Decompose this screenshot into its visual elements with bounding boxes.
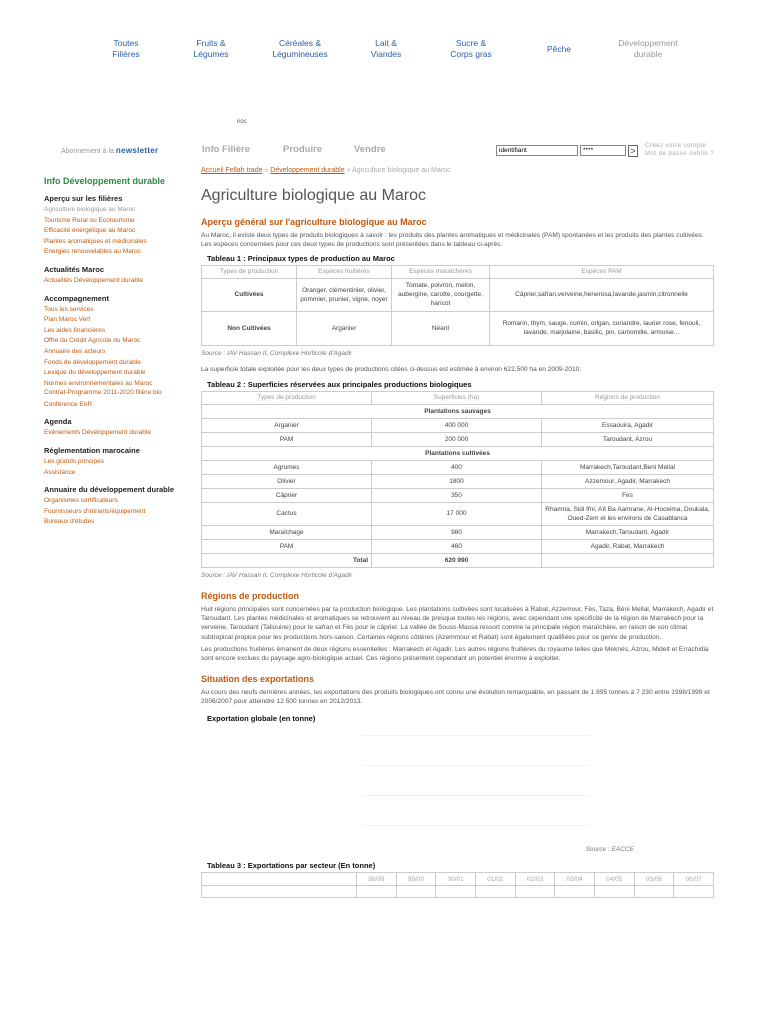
table-cell bbox=[515, 886, 555, 898]
breadcrumb-current: Agriculture biologique au Maroc bbox=[352, 167, 451, 174]
nav-sucre[interactable]: Sucre & Corps gras bbox=[450, 38, 492, 59]
table-row bbox=[202, 474, 714, 488]
table-group-label: Plantations cultivées bbox=[202, 446, 714, 460]
table-cell: PAM bbox=[202, 432, 372, 446]
table-total-value: 620 990 bbox=[372, 553, 542, 567]
username-input[interactable] bbox=[496, 145, 578, 156]
table-row bbox=[202, 502, 714, 525]
table-cell: 460 bbox=[372, 539, 542, 553]
table-cell: Olivier bbox=[202, 474, 372, 488]
sidebar-link-lexique[interactable]: Lexique du développement durable bbox=[44, 369, 146, 377]
export-chart-area bbox=[201, 725, 714, 853]
sidebar-link-actualites[interactable]: Actualités Développement durable bbox=[44, 276, 144, 284]
table-cell: 400 000 bbox=[372, 418, 542, 432]
breadcrumb bbox=[201, 167, 714, 179]
table1-source: Source : IAV Hassan II, Complexe Horticole d'Agadir bbox=[201, 349, 353, 357]
sidebar-group-agenda bbox=[44, 417, 179, 439]
sidebar-link-tourisme[interactable]: Tourisme Rural ou Ecotourisme bbox=[44, 216, 135, 224]
breadcrumb-section[interactable]: Développement durable bbox=[270, 167, 345, 174]
secondary-bar bbox=[0, 140, 768, 162]
table-row bbox=[202, 488, 714, 502]
sidebar-link-organismes[interactable]: Organismes certificateurs bbox=[44, 497, 118, 505]
menu-vendre[interactable]: Vendre bbox=[354, 144, 386, 155]
sidebar bbox=[44, 176, 179, 535]
nav-lait-viandes[interactable]: Lait & Viandes bbox=[370, 38, 402, 59]
section-heading-exportations: Situation des exportations bbox=[201, 673, 315, 684]
table-row bbox=[202, 539, 714, 553]
table-cell: Marrakech,Taroudant,Beni Mellal bbox=[542, 460, 714, 474]
table-cell bbox=[594, 886, 634, 898]
section-text-regions-2: Les productions fruitières émanent de deux régions essentielles : Marrakech et Agadir. Les autres régions fruitières du royaume telles que Meknès, Azrou, Midelt et Errachidia sont encore exclues du paysage agro-biologique actuel. Ces régions présentent cependant un potentiel énorme à exploiter. bbox=[201, 646, 709, 663]
table-cell: 1800 bbox=[372, 474, 542, 488]
table-cell bbox=[357, 886, 397, 898]
sidebar-link-efficacite[interactable]: Efficacité énergétique au Maroc bbox=[44, 227, 136, 235]
table-row bbox=[202, 886, 714, 898]
table-cell: Agadir, Rabat, Marrakech bbox=[542, 539, 714, 553]
breadcrumb-home[interactable]: Accueil Fellah trade bbox=[201, 167, 263, 174]
table-total-row bbox=[202, 553, 714, 567]
table-header-cell: 01/02 bbox=[475, 873, 515, 886]
sidebar-link-aides[interactable]: Les aides financières bbox=[44, 326, 106, 334]
table-header-cell: Superficies (ha) bbox=[372, 391, 542, 404]
table-header-cell: Espèces maraîchères bbox=[392, 265, 490, 278]
table-header-cell: Types de production bbox=[202, 391, 372, 404]
table-cell: Arganier bbox=[202, 418, 372, 432]
sidebar-link-principes[interactable]: Les grands principes bbox=[44, 458, 104, 465]
table-cell: 400 bbox=[372, 460, 542, 474]
sidebar-link-plantes[interactable]: Plantes aromatiques et médicinales bbox=[44, 237, 147, 245]
table-row bbox=[202, 311, 714, 345]
nav-fruits-legumes[interactable]: Fruits & Légumes bbox=[193, 38, 229, 59]
sidebar-link-agriculture-bio[interactable]: Agriculture biologique au Maroc bbox=[44, 206, 136, 213]
sidebar-link-fonds[interactable]: Fonds de développement durable bbox=[44, 358, 141, 366]
table-cell bbox=[475, 886, 515, 898]
table-header-row bbox=[202, 873, 714, 886]
table-cell: Câprier bbox=[202, 488, 372, 502]
top-navigation bbox=[90, 38, 710, 68]
sidebar-link-annuaire[interactable]: Annuaire des acteurs bbox=[44, 347, 106, 355]
sidebar-heading: Accompagnement bbox=[44, 293, 110, 303]
sidebar-link-services[interactable]: Tous les services bbox=[44, 305, 94, 313]
section-heading-regions: Régions de production bbox=[201, 590, 299, 601]
sidebar-link-contrat-programme[interactable]: Contrat-Programme 2011-2020 filière bio bbox=[44, 389, 162, 397]
sidebar-link-plan-maroc-vert[interactable]: Plan Maroc Vert bbox=[44, 316, 91, 324]
nav-toutes-filieres[interactable]: Toutes Filières bbox=[112, 38, 140, 59]
table-header-cell: 98/99 bbox=[357, 873, 397, 886]
table-cell: Tomate, poivron, melon, aubergine, carotte, courgette, haricot bbox=[392, 278, 490, 311]
account-links bbox=[645, 142, 714, 158]
password-input[interactable] bbox=[580, 145, 626, 156]
menu-produire[interactable]: Produire bbox=[283, 144, 323, 155]
chart-source: Source : EACCE bbox=[585, 846, 634, 854]
newsletter-link[interactable]: newsletter bbox=[115, 146, 159, 155]
newsletter-subscribe[interactable] bbox=[61, 146, 158, 155]
table-header-cell: Espèces fruitières bbox=[297, 265, 392, 278]
chart-caption: Exportation globale (en tonne) bbox=[207, 714, 316, 724]
table-header-row bbox=[202, 265, 714, 278]
sidebar-title: Info Développement durable bbox=[44, 176, 166, 186]
sidebar-link-conference[interactable]: Conférence EnR bbox=[44, 400, 93, 408]
sidebar-link-fournisseurs[interactable]: Fournisseurs d'intrants/équipement bbox=[44, 507, 146, 515]
login-submit-button[interactable]: > bbox=[628, 145, 638, 157]
table-cell: Agrumes bbox=[202, 460, 372, 474]
sidebar-link-credit-agricole[interactable]: Offre du Crédit Agricole du Maroc bbox=[44, 337, 141, 345]
forgot-password-link[interactable]: Mot de passe oublié ? bbox=[645, 151, 715, 157]
table-header-cell bbox=[202, 873, 357, 886]
table-row bbox=[202, 460, 714, 474]
table-group-row bbox=[202, 404, 714, 418]
table-group-label: Plantations sauvages bbox=[202, 404, 714, 418]
sidebar-group-filieres bbox=[44, 194, 179, 258]
production-types-table bbox=[201, 265, 714, 346]
chart-placeholder-line bbox=[361, 795, 591, 796]
table-header-cell: 06/07 bbox=[674, 873, 714, 886]
sidebar-group-accompagnement bbox=[44, 294, 179, 411]
main-content bbox=[201, 167, 714, 898]
create-account-link[interactable]: Créez votre compte bbox=[645, 143, 707, 149]
table2-source: Source : IAV Hassan II, Complexe Horticole d'Agadir bbox=[201, 571, 353, 579]
table-cell: 17 000 bbox=[372, 502, 542, 525]
sidebar-link-bureaux[interactable]: Bureaux d'études bbox=[44, 518, 95, 526]
table-cell: 350 bbox=[372, 488, 542, 502]
breadcrumb-separator: » bbox=[264, 167, 269, 174]
header-fragment-text: iroc bbox=[237, 119, 247, 125]
sidebar-group-actualites bbox=[44, 265, 179, 287]
section-heading-apercu: Aperçu général sur l'agriculture biologique au Maroc bbox=[201, 217, 427, 227]
table-cell: Néant bbox=[392, 311, 490, 345]
menu-info-filiere[interactable]: Info Filière bbox=[202, 144, 251, 155]
sidebar-link-evenements[interactable]: Evénements Développement durable bbox=[44, 429, 151, 437]
table-header-cell: 02/03 bbox=[515, 873, 555, 886]
chart-placeholder-line bbox=[361, 735, 591, 736]
sidebar-link-energies[interactable]: Energies renouvelables au Maroc bbox=[44, 248, 141, 256]
sidebar-heading: Réglementation marocaine bbox=[44, 446, 140, 455]
table-header-cell: Régions de production bbox=[542, 391, 714, 404]
nav-developpement-durable[interactable]: Développement durable bbox=[618, 38, 678, 59]
sidebar-heading: Aperçu sur les filières bbox=[44, 194, 123, 203]
exports-by-sector-table bbox=[201, 872, 714, 898]
nav-peche[interactable]: Pêche bbox=[546, 44, 572, 54]
table-group-row bbox=[202, 446, 714, 460]
sidebar-link-assistance[interactable]: Assistance bbox=[44, 468, 76, 476]
table-cell bbox=[674, 886, 714, 898]
table-total-label: Total bbox=[202, 553, 372, 567]
table-cell: Oranger, clémentinier, olivier, pommier, prunier, vigne, noyer bbox=[297, 278, 392, 311]
table-row bbox=[202, 418, 714, 432]
table-header-cell: 04/05 bbox=[594, 873, 634, 886]
table-cell: PAM bbox=[202, 539, 372, 553]
table-cell: Câprier,safran,verveine,henerosa,lavande,jasmin,citronnelle bbox=[490, 278, 714, 311]
table-cell bbox=[396, 886, 436, 898]
breadcrumb-separator: » bbox=[346, 167, 351, 174]
table-cell: Romarin, thym, sauge, cumin, origan, coriandre, laurier rose, fenouil, lavande, marjolaine, basilic, pin, camomille, armoise... bbox=[490, 311, 714, 345]
table3-caption: Tableau 3 : Exportations par secteur (En tonne) bbox=[207, 861, 376, 871]
table-row bbox=[202, 278, 714, 311]
table-header-cell: 99/00 bbox=[396, 873, 436, 886]
page-title: Agriculture biologique au Maroc bbox=[201, 187, 427, 204]
table-header-cell: 03/04 bbox=[555, 873, 595, 886]
table-cell: Arganier bbox=[297, 311, 392, 345]
table-cell bbox=[555, 886, 595, 898]
table-cell: 980 bbox=[372, 525, 542, 539]
table-cell: Cultivées bbox=[202, 278, 297, 311]
table-cell bbox=[634, 886, 674, 898]
table-cell: Azzemour, Agadir, Marrakech bbox=[542, 474, 714, 488]
table-cell: Rhamna, Sidi Ifni, Aït Ba Aamrane, Al-Hoceima, Doukala, Oued-Zem et les environs de Casablanca bbox=[542, 502, 714, 525]
table-cell bbox=[542, 553, 714, 567]
table-cell bbox=[202, 886, 357, 898]
table-cell bbox=[436, 886, 476, 898]
sidebar-heading: Actualités Maroc bbox=[44, 264, 105, 274]
chart-placeholder-line bbox=[361, 765, 591, 766]
table-cell: Maraîchage bbox=[202, 525, 372, 539]
table-header-row bbox=[202, 391, 714, 404]
table1-caption: Tableau 1 : Principaux types de production au Maroc bbox=[207, 253, 395, 263]
sidebar-heading: Annuaire du développement durable bbox=[44, 485, 175, 495]
table-cell: Cactus bbox=[202, 502, 372, 525]
section-text-apercu: Au Maroc, il existe deux types de produits biologiques à savoir : les produits des plantes aromatiques et médicinales (PAM) spontanées et les produits des plantes cultivées. Les espèces concernées pour ces deux types de productions sont présentées dans le tableau ci-après. bbox=[201, 232, 704, 249]
surfaces-table bbox=[201, 391, 714, 568]
sidebar-group-annuaire bbox=[44, 485, 179, 528]
sidebar-heading: Agenda bbox=[44, 417, 72, 427]
table-row bbox=[202, 432, 714, 446]
table2-caption: Tableau 2 : Superficies réservées aux principales productions biologiques bbox=[207, 379, 472, 389]
table-cell: 200 000 bbox=[372, 432, 542, 446]
newsletter-prefix: Abonnement à la bbox=[61, 148, 114, 155]
table-cell: Marrakech,Taroudant, Agadir bbox=[542, 525, 714, 539]
sidebar-group-reglementation bbox=[44, 446, 179, 478]
table-header-cell: 05/06 bbox=[634, 873, 674, 886]
section-text-exportations: Au cours des neufs dernières années, les exportations des produits biologiques ont connu une évolution remarquable, en passant de 1 895 tonnes à 7 230 entre 1998/1999 et 2006/2007 pour atteindre 12 500 tonnes en 2012/2013. bbox=[201, 688, 710, 705]
section-text-regions-1: Huit régions principales sont concernées par la production biologique. Les plantations cultivées sont localisées à Rabat, Azzemour, Fès, Taza, Béni Mellal, Marrakech, Agadir et Taroudant. Les plantes médicinales et aromatiques se retrouvent au niveau de presque toutes les régions, avec cependant une spécificité de la région de Marrakech pour la verveine, Taroudant (Taliouine) pour le safran et Fès pour le câprier. La vallée de Souss-Massa ressort comme la principale région maraîchère, en raison de son climat subtropical propice pour les productions hors-saison. Certaines régions côtières (Azemmour et Rabat) sont également qualifiées pour ce genre de production. bbox=[201, 605, 714, 641]
sidebar-link-normes[interactable]: Normes environnementales au Maroc bbox=[44, 379, 153, 387]
surface-text: La superficie totale exploitée pour les deux types de productions citées ci-dessus est estimée à environ 622.500 ha en 2009-2010. bbox=[201, 365, 582, 373]
table-header-cell: Espèces PAM bbox=[490, 265, 714, 278]
table-header-cell: 00/01 bbox=[436, 873, 476, 886]
table-row bbox=[202, 525, 714, 539]
table-cell: Fes bbox=[542, 488, 714, 502]
table-header-cell: Types de production bbox=[202, 265, 297, 278]
table-cell: Essaouira, Agadir bbox=[542, 418, 714, 432]
table-cell: Non Cultivées bbox=[202, 311, 297, 345]
chart-placeholder-line bbox=[361, 825, 591, 826]
table-cell: Taroudant, Azrou bbox=[542, 432, 714, 446]
nav-cereales[interactable]: Céréales & Légumineuses bbox=[272, 38, 328, 59]
